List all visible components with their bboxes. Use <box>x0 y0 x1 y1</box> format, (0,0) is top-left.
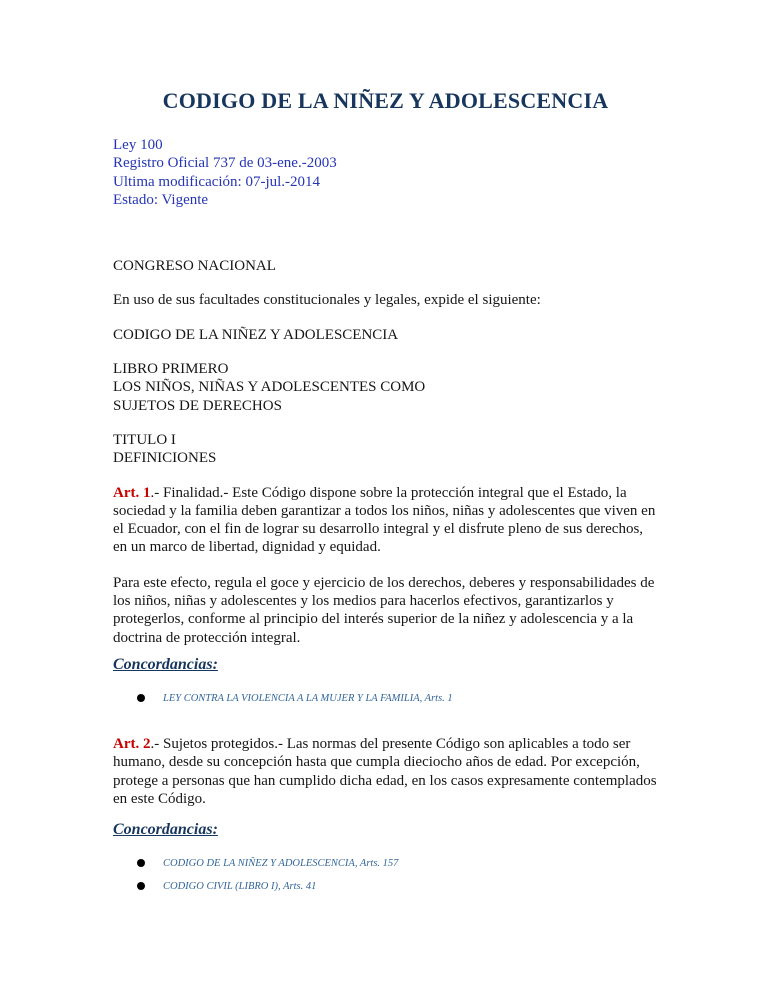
article-2-label: Art. 2 <box>113 735 151 752</box>
document-content <box>113 88 658 923</box>
concordancias-list-1 <box>113 692 658 705</box>
document-title: CODIGO DE LA NIÑEZ Y ADOLESCENCIA <box>162 88 609 113</box>
concordancia-reference-text: CODIGO DE LA NIÑEZ Y ADOLESCENCIA, Arts. 157 <box>163 858 399 870</box>
concordancias-list-2 <box>113 857 658 893</box>
concordancias-heading-2: Concordancias: <box>113 821 218 839</box>
concordancias-heading-1: Concordancias: <box>113 655 218 673</box>
intro-paragraph: En uso de sus facultades constitucionales y legales, expide el siguiente: <box>113 292 541 309</box>
titulo-line-1: TITULO I <box>113 431 176 448</box>
libro-line-1: LIBRO PRIMERO <box>113 361 229 378</box>
bullet-icon <box>137 859 145 867</box>
libro-primero-block <box>113 360 658 415</box>
meta-official-registry: Registro Oficial 737 de 03-ene.-2003 <box>113 155 337 172</box>
concordancia-reference <box>137 880 658 893</box>
libro-line-3: SUJETOS DE DERECHOS <box>113 397 282 414</box>
concordancia-reference <box>137 857 658 870</box>
bullet-icon <box>137 694 145 702</box>
bullet-icon <box>137 882 145 890</box>
meta-law-number: Ley 100 <box>113 137 163 153</box>
concordancia-reference-text: CODIGO CIVIL (LIBRO I), Arts. 41 <box>163 881 317 893</box>
meta-status: Estado: Vigente <box>113 191 209 208</box>
code-title-line: CODIGO DE LA NIÑEZ Y ADOLESCENCIA <box>113 326 399 343</box>
titulo-block <box>113 431 658 468</box>
article-1-label: Art. 1 <box>113 484 151 501</box>
article-2-paragraph <box>113 735 658 808</box>
concordancia-reference <box>137 692 658 705</box>
concordancia-reference-text: LEY CONTRA LA VIOLENCIA A LA MUJER Y LA FAMILIA, Arts. 1 <box>163 692 453 704</box>
article-1-paragraph <box>113 484 658 557</box>
article-2-text: .- Sujetos protegidos.- Las normas del presente Código son aplicables a todo ser humano, desde su concepción hasta que cumpla dieciocho años de edad. Por excepción, protege a personas que han cumplido dicha edad, en los casos expresamente contemplados en este Código. <box>113 735 657 807</box>
titulo-line-2: DEFINICIONES <box>113 450 217 467</box>
libro-line-2: LOS NIÑOS, NIÑAS Y ADOLESCENTES COMO <box>113 379 426 396</box>
document-meta <box>113 136 658 209</box>
meta-last-modification: Ultima modificación: 07-jul.-2014 <box>113 173 321 190</box>
article-1-paragraph-2: Para este efecto, regula el goce y ejercicio de los derechos, deberes y responsabilidades de los niños, niñas y adolescentes y los medios para hacerlos efectivos, garantizarlos y protegerlos, conforme al principio del interés superior de la niñez y adolescencia y a la doctrina de protección integral. <box>113 574 655 646</box>
article-1-text: .- Finalidad.- Este Código dispone sobre la protección integral que el Estado, la sociedad y la familia deben garantizar a todos los niños, niñas y adolescentes que viven en el Ecuador, con el fin de lograr su desarrollo integral y el disfrute pleno de sus derechos, en un marco de libertad, dignidad y equidad. <box>113 484 656 556</box>
congreso-heading: CONGRESO NACIONAL <box>113 258 276 275</box>
